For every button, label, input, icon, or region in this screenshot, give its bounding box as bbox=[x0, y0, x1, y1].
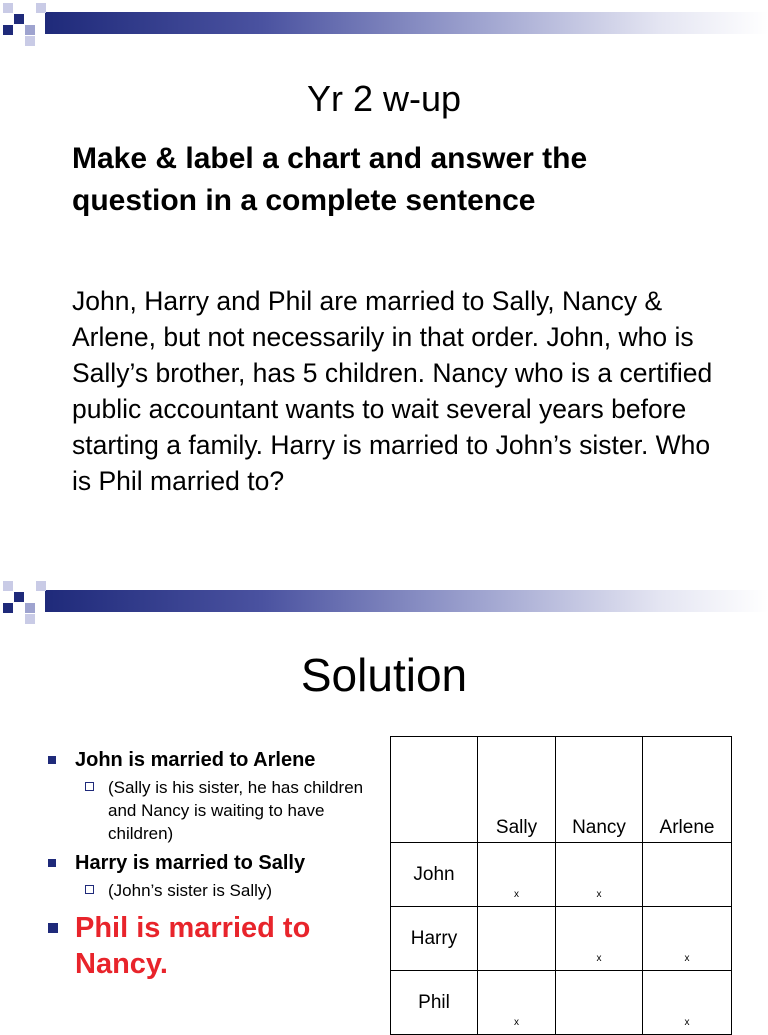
deco-square bbox=[14, 14, 24, 24]
sub-bullet-text: (Sally is his sister, he has children and Nancy is waiting to have children) bbox=[108, 778, 364, 843]
square-bullet-icon bbox=[48, 859, 56, 867]
square-bullet-icon bbox=[48, 923, 58, 933]
deco-square bbox=[3, 603, 13, 613]
table-cell bbox=[643, 843, 732, 907]
row-label-phil: Phil bbox=[391, 971, 478, 1035]
answer-bullet bbox=[48, 910, 378, 982]
header-gradient-bar bbox=[45, 590, 768, 612]
deco-square bbox=[36, 3, 46, 13]
slide-solution bbox=[0, 578, 768, 1028]
table-cell: x bbox=[556, 843, 643, 907]
answer-text: Phil is married to Nancy. bbox=[75, 912, 311, 980]
table-cell bbox=[556, 971, 643, 1035]
deco-square bbox=[25, 614, 35, 624]
table-row bbox=[391, 971, 732, 1035]
table-cell bbox=[478, 907, 556, 971]
bullet-text: John is married to Arlene bbox=[75, 749, 316, 771]
sub-bullet-item bbox=[48, 776, 378, 845]
header-gradient-bar bbox=[45, 12, 768, 34]
table-cell: x bbox=[478, 971, 556, 1035]
logic-grid-table bbox=[390, 736, 732, 1035]
deco-square bbox=[3, 581, 13, 591]
slide-title: Yr 2 w-up bbox=[306, 78, 462, 119]
bullet-item bbox=[48, 748, 378, 772]
deco-square bbox=[25, 25, 35, 35]
hollow-square-bullet-icon bbox=[85, 885, 94, 894]
deco-square bbox=[25, 36, 35, 46]
table-corner-cell bbox=[391, 737, 478, 843]
column-header-arlene: Arlene bbox=[643, 737, 732, 843]
table-cell: x bbox=[643, 907, 732, 971]
column-header-sally: Sally bbox=[478, 737, 556, 843]
deco-square bbox=[14, 592, 24, 602]
table-header-row bbox=[391, 737, 732, 843]
row-label-john: John bbox=[391, 843, 478, 907]
deco-square bbox=[36, 581, 46, 591]
deco-square bbox=[25, 603, 35, 613]
table-row bbox=[391, 907, 732, 971]
slide-title: Solution bbox=[300, 649, 468, 701]
square-bullet-icon bbox=[48, 756, 56, 764]
sub-bullet-text: (John’s sister is Sally) bbox=[108, 881, 273, 900]
table-cell: x bbox=[478, 843, 556, 907]
row-label-harry: Harry bbox=[391, 907, 478, 971]
table-cell: x bbox=[643, 971, 732, 1035]
deco-square bbox=[3, 3, 13, 13]
sub-bullet-item bbox=[48, 879, 378, 902]
hollow-square-bullet-icon bbox=[85, 782, 94, 791]
table-cell: x bbox=[556, 907, 643, 971]
slide-subtitle: Make & label a chart and answer the question in a complete sentence bbox=[72, 142, 588, 217]
deco-square bbox=[3, 25, 13, 35]
header-decoration bbox=[0, 578, 768, 634]
table-row bbox=[391, 843, 732, 907]
bullet-item bbox=[48, 851, 378, 875]
column-header-nancy: Nancy bbox=[556, 737, 643, 843]
puzzle-text: John, Harry and Phil are married to Sally, Nancy & Arlene, but not necessarily in that order. John, who is Sally’s brother, has 5 children. Nancy who is a certified public accountant wants to wait several years before starting a family. Harry is married to John’s sister. Who is Phil married to? bbox=[72, 286, 713, 496]
header-decoration bbox=[0, 0, 768, 56]
solution-bullets bbox=[48, 748, 378, 986]
bullet-text: Harry is married to Sally bbox=[75, 852, 306, 874]
